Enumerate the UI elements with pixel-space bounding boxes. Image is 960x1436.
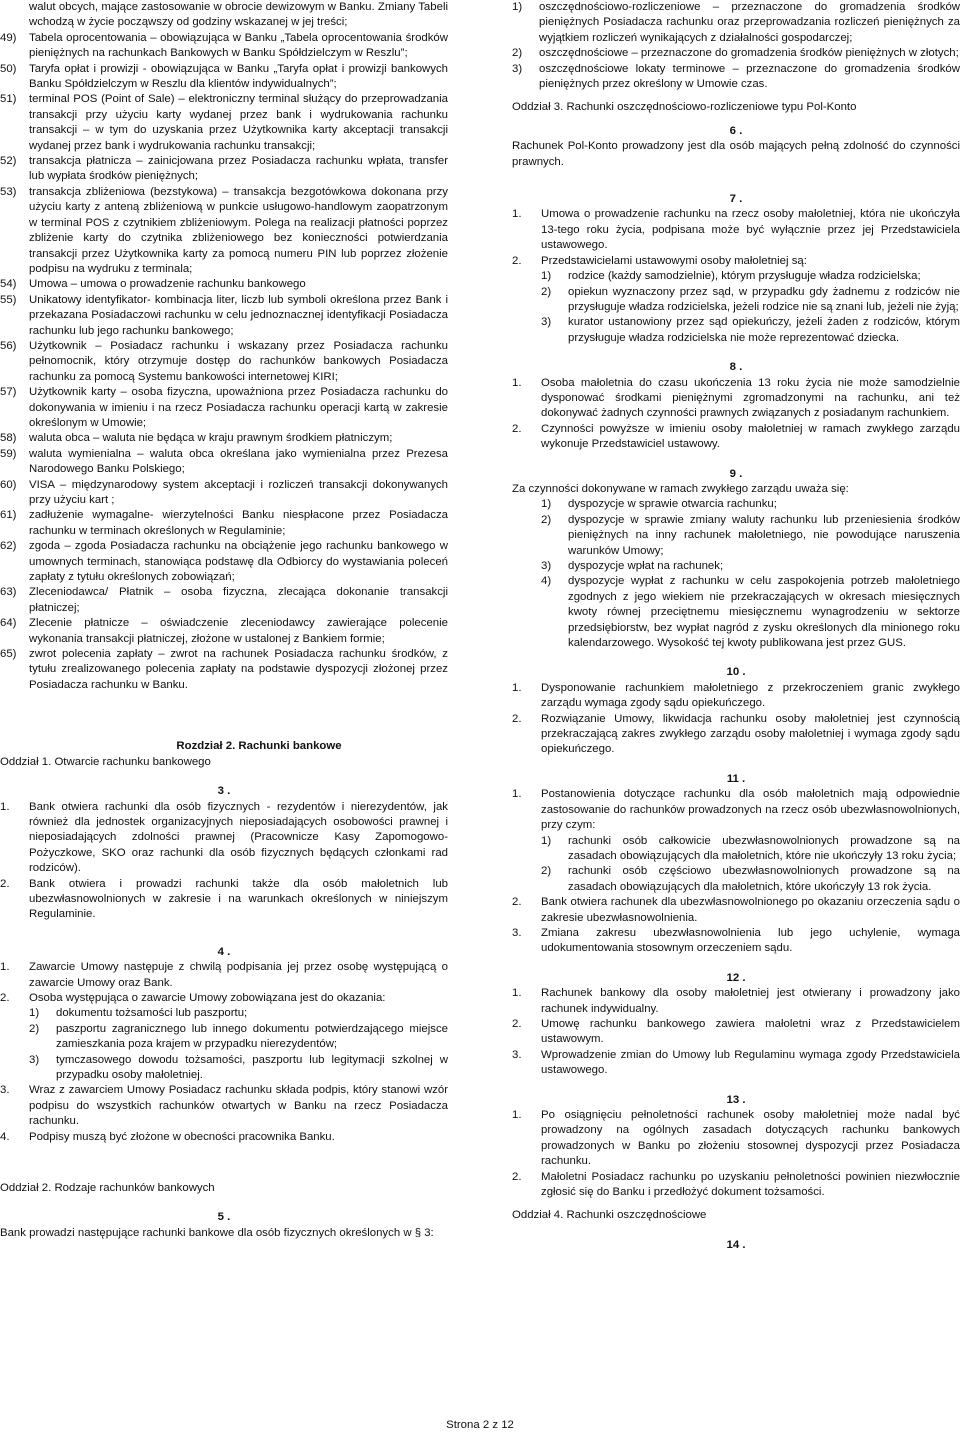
definition-item-text: Użytkownik – Posiadacz rachunku i wskazany przez Posiadacza rachunku pełnomocnik, który otrzymuje dostęp do rachunków bankowych Posiadacza rachunku za pomocą Systemu bankowości internetowej KIRI; — [29, 339, 448, 383]
list-item-number: 1. — [512, 1109, 522, 1121]
list-item-number: 1. — [512, 376, 522, 389]
sub-item — [541, 834, 960, 865]
definition-item — [0, 478, 448, 509]
definition-item-text: terminal POS (Point of Sale) – elektroniczny terminal służący do przeprowadzania transakcji przy użyciu karty wydanej przez bank i wydrukowania rachunku transakcji – w tym do uzyskania przez Użytkownika karty akceptacji transakcji wydanej przez bank i wydrukowania rachunku transakcji; — [29, 93, 448, 152]
list-item-number: 1. — [0, 961, 10, 974]
list-item-number: 1. — [0, 800, 10, 813]
definition-item-text: Umowa – umowa o prowadzenie rachunku bankowego — [29, 278, 306, 291]
list-item — [0, 991, 448, 1006]
sub-item — [29, 1022, 448, 1053]
sub-item-text: paszportu zagranicznego lub innego dokumentu potwierdzającego miejsce zamieszkania poza krajem w przypadku nierezydentów; — [56, 1022, 448, 1051]
sub-item — [29, 1006, 448, 1021]
section-title-4: Oddział 4. Rachunki oszczędnościowe — [512, 1209, 707, 1222]
sub-item-text: dyspozycje wypłat z rachunku w celu zaspokojenia potrzeb małoletniego zgodnych z jego wiekiem nie przekraczających w okresach miesięcznych kwoty równej przeciętnemu miesięcznemu wynagrodzeniu w sektorze przedsiębiorstw, bez wypłat nagród z zysku określonych dla minionego roku kalendarzowego. Wysokość tej kwoty publikowana jest przez GUS. — [568, 575, 960, 650]
list-item-number: 2. — [0, 991, 10, 1004]
paragraph-11-sublist — [512, 834, 960, 896]
definition-item-number: 56) — [0, 339, 17, 352]
list-item — [0, 960, 448, 991]
paragraph-4-continued — [0, 1083, 448, 1145]
list-item-text: Bank otwiera rachunki dla osób fizycznych - rezydentów i nierezydentów, jak również dla jednostek organizacyjnych nieposiadających osobowości prawnej i nieposiadających zdolności prawnej (Pracownicze Kasy Zapomogowo-Pożyczkowe, SKO oraz rachunki dla osób fizycznych będących członkami rad rodziców). — [29, 800, 448, 875]
paragraph-8-number: 8 . — [729, 361, 743, 374]
sub-item-number: 3) — [541, 316, 552, 329]
definition-item — [0, 585, 448, 616]
paragraph-9-text: Za czynności dokonywane w ramach zwykłego zarządu uważa się: — [512, 482, 849, 495]
paragraph-4-number: 4 . — [217, 945, 231, 958]
definitions-list — [0, 31, 448, 693]
paragraph-11 — [512, 787, 960, 833]
list-item-text: Bank otwiera rachunek dla ubezwłasnowolnionego po okazaniu orzeczenia sądu o zakresie ubezwłasnowolnienia. — [541, 896, 960, 924]
list-item-number: 2. — [512, 254, 522, 267]
paragraph-11-number: 11 . — [726, 772, 746, 785]
paragraph-6-number: 6 . — [729, 124, 743, 137]
sub-item — [541, 497, 960, 512]
sub-item-number: 2) — [29, 1022, 40, 1035]
definition-item-number: 50) — [0, 62, 17, 75]
sub-item-text: rodzice (każdy samodzielnie), którym przysługuje władza rodzicielska; — [568, 270, 921, 283]
paragraph-6-text: Rachunek Pol-Konto prowadzony jest dla osób mających pełną zdolność do czynności prawnych. — [512, 140, 960, 168]
sub-item — [541, 269, 960, 284]
definition-item-text: zwrot polecenia zapłaty – zwrot na rachunek Posiadacza rachunku środków, z tytułu zrealizowanego polecenia zapłaty na podstawie dyspozycji złożonej przez Posiadacza rachunku w Banku. — [29, 648, 448, 691]
definition-item — [0, 539, 448, 585]
list-item — [0, 1083, 448, 1129]
sub-item-number: 2) — [541, 865, 552, 878]
definition-item-number: 57) — [0, 386, 17, 399]
paragraph-12 — [512, 986, 960, 1078]
list-item-text: Rozwiązanie Umowy, likwidacja rachunku osoby małoletniej jest czynnością przekraczającą zakres zwykłego zarządu osoby małoletniej i wymaga zgody sądu opiekuńczego. — [541, 712, 960, 756]
list-item-text: Umowę rachunku bankowego zawiera małoletni wraz z Przedstawicielem ustawowym. — [541, 1017, 960, 1046]
definition-item — [0, 92, 448, 154]
definition-item-number: 63) — [0, 586, 17, 599]
paragraph-14-number: 14 . — [726, 1238, 746, 1251]
list-item — [512, 681, 960, 712]
definition-item-text: Tabela oprocentowania – obowiązująca w Banku „Tabela oprocentowania środków pieniężnych na rachunkach Bankowych w Banku Spółdzielczym w Reszlu”; — [29, 31, 448, 60]
definition-item-text: transakcja zbliżeniowa (bezstykowa) – transakcja bezgotówkowa dokonana przy użyciu karty z anteną zbliżeniową w punkcie usługowo-handlowym zaopatrzonym w terminal POS z czytnikiem zbliżeniowym. Polega na realizacji płatności poprzez zbliżenie karty do czytnika zbliżeniowego bez konieczności potwierdzania transakcji przez Użytkownika karty za pomocą numeru PIN lub poprzez złożenie podpisu na wydruku z terminala; — [29, 185, 448, 275]
page-number: Strona 2 z 12 — [446, 1419, 514, 1431]
list-item-text: Zmiana zakresu ubezwłasnowolnienia lub jego uchylenie, wymaga udokumentowania stosownym orzeczeniem sądu. — [541, 926, 960, 955]
paragraph-11-continued — [512, 895, 960, 957]
list-item-number: 3. — [512, 926, 522, 939]
definition-item — [0, 293, 448, 339]
list-item — [512, 895, 960, 926]
definition-item-number: 58) — [0, 432, 17, 445]
definition-item-number: 54) — [0, 278, 17, 291]
sub-item-text: rachunki osób całkowicie ubezwłasnowolnionych prowadzone są na zasadach obowiązujących dla małoletnich, które nie ukończyły 13 roku życia; — [568, 834, 960, 862]
definition-item-number: 60) — [0, 478, 17, 491]
chapter-title: Rozdział 2. Rachunki bankowe — [176, 740, 342, 753]
list-item-number: 4. — [0, 1130, 10, 1143]
list-item-number: 1. — [512, 681, 522, 694]
paragraph-7 — [512, 207, 960, 269]
intro-continuation: walut obcych, mające zastosowanie w obrocie dewizowym w Banku. Zmiany Tabeli wchodzą w życie począwszy od godziny wskazanej w jej treści; — [29, 1, 448, 29]
paragraph-3 — [0, 800, 448, 923]
right-column — [512, 0, 960, 1253]
sub-item-text: rachunki osób częściowo ubezwłasnowolnionych prowadzone są na zasadach obowiązujących dla małoletnich, które ukończyły 13 rok życia. — [568, 865, 960, 893]
list-item-number: 1. — [512, 788, 522, 801]
paragraph-9-sublist — [512, 497, 960, 651]
account-type-item-number: 2) — [512, 47, 523, 60]
list-item-text: Przedstawicielami ustawowymi osoby małoletniej są: — [541, 254, 807, 267]
sub-item-number: 2) — [541, 513, 552, 526]
list-item-number: 1. — [512, 208, 522, 221]
account-type-item-number: 1) — [512, 1, 523, 13]
list-item — [0, 877, 448, 923]
definition-item-text: zadłużenie wymagalne- wierzytelności Banku niespłacone przez Posiadacza rachunku w terminach określonych w Regulaminie; — [29, 509, 448, 537]
paragraph-8 — [512, 376, 960, 453]
sub-item-number: 3) — [541, 560, 552, 572]
sub-item-text: dyspozycje wpłat na rachunek; — [568, 560, 724, 572]
list-item — [512, 1017, 960, 1048]
definition-item — [0, 339, 448, 385]
paragraph-7-number: 7 . — [729, 193, 743, 206]
list-item-text: Małoletni Posiadacz rachunku po uzyskaniu pełnoletności powinien niezwłocznie zgłosić się do Banku i przedłożyć dokument tożsamości. — [541, 1170, 960, 1199]
paragraph-9-number: 9 . — [729, 467, 743, 480]
definition-item-text: transakcja płatnicza – zainicjowana przez Posiadacza rachunku wpłata, transfer lub wypłata środków pieniężnych; — [29, 155, 448, 183]
definition-item — [0, 62, 448, 93]
sub-item — [541, 315, 960, 346]
list-item — [512, 1170, 960, 1201]
definition-item-number: 52) — [0, 155, 17, 168]
section-title-1: Oddział 1. Otwarcie rachunku bankowego — [0, 755, 211, 768]
account-type-item-text: oszczędnościowe lokaty terminowe – przeznaczone do gromadzenia środków pieniężnych przez określony w Umowie czas. — [539, 62, 960, 91]
sub-item — [541, 513, 960, 559]
definition-item-text: Unikatowy identyfikator- kombinacja liter, liczb lub symboli określona przez Bank i przekazana Posiadaczowi rachunku w celu jednoznacznej identyfikacji Posiadacza rachunku lub jego rachunku bankowego; — [29, 293, 448, 337]
list-item-text: Czynności powyższe w imieniu osoby małoletniej w ramach zwykłego zarządu wykonuje Przedstawiciel ustawowy. — [541, 422, 960, 451]
list-item-text: Zawarcie Umowy następuje z chwilą podpisania jej przez osobę występującą o zawarcie Umowy oraz Bank. — [29, 961, 448, 989]
definition-item-text: Użytkownik karty – osoba fizyczna, upoważniona przez Posiadacza rachunku do dokonywania w imieniu i na rzecz Posiadacza rachunku operacji kartą w zakresie określonym w Umowie; — [29, 386, 448, 429]
paragraph-5-number: 5 . — [217, 1211, 231, 1224]
sub-item-number: 4) — [541, 575, 552, 588]
paragraph-10-number: 10 . — [726, 666, 746, 679]
sub-item — [541, 559, 960, 574]
sub-item-text: dyspozycje w sprawie zmiany waluty rachunku lub przeniesienia środków pieniężnych na inny rachunek małoletniego, nie powodujące naruszenia warunków Umowy; — [568, 513, 960, 557]
sub-item-number: 1) — [29, 1007, 40, 1020]
paragraph-10 — [512, 681, 960, 758]
list-item — [512, 254, 960, 269]
definition-item-text: waluta obca – waluta nie będąca w kraju prawnym środkiem płatniczym; — [29, 432, 393, 445]
definition-item-number: 55) — [0, 293, 17, 306]
sub-item — [29, 1053, 448, 1084]
definition-item — [0, 508, 448, 539]
definition-item-text: zgoda – zgoda Posiadacza rachunku na obciążenie jego rachunku bankowego w umownych terminach, stanowiąca podstawę dla Odbiorcy do wystawiania poleceń zapłaty z tytułu określonych zobowiązań; — [29, 540, 448, 584]
definition-item — [0, 277, 448, 292]
list-item-number: 3. — [512, 1048, 522, 1061]
sub-item-text: opiekun wyznaczony przez sąd, w przypadku gdy żadnemu z rodziców nie przysługuje władza rodzicielska, jeżeli rodzice nie są znani lub, jeżeli nie żyją; — [568, 285, 960, 313]
account-type-item-text: oszczędnościowe – przeznaczone do gromadzenia środków pieniężnych w złotych; — [539, 47, 959, 60]
definition-item-number: 61) — [0, 509, 17, 522]
list-item-number: 1. — [512, 987, 522, 1000]
definition-item — [0, 385, 448, 431]
sub-item-text: dokumentu tożsamości lub paszportu; — [56, 1007, 248, 1020]
paragraph-4-sublist — [0, 1006, 448, 1083]
list-item-number: 2. — [0, 877, 10, 890]
sub-item-number: 1) — [541, 834, 552, 847]
paragraph-3-number: 3 . — [217, 785, 231, 798]
sub-item — [541, 864, 960, 895]
list-item-number: 2. — [512, 1170, 522, 1183]
list-item — [512, 376, 960, 422]
definition-item — [0, 616, 448, 647]
definition-item-number: 53) — [0, 185, 17, 198]
list-item-text: Wraz z zawarciem Umowy Posiadacz rachunku składa podpis, który stanowi wzór podpisu do wszystkich rachunków otwartych w Banku na rzecz Posiadacza rachunku. — [29, 1084, 448, 1128]
section-title-3: Oddział 3. Rachunki oszczędnościowo-rozliczeniowe typu Pol-Konto — [512, 101, 857, 114]
list-item — [512, 712, 960, 758]
list-item-number: 2. — [512, 896, 522, 909]
list-item-text: Wprowadzenie zmian do Umowy lub Regulaminu wymaga zgody Przedstawiciela ustawowego. — [541, 1048, 960, 1077]
list-item-text: Bank otwiera i prowadzi rachunki także dla osób małoletnich lub ubezwłasnowolnionych w zakresie i na warunkach określonych w niniejszym Regulaminie. — [29, 877, 448, 921]
definition-item-number: 49) — [0, 31, 17, 44]
sub-item-number: 1) — [541, 498, 552, 511]
definition-item — [0, 447, 448, 478]
paragraph-12-number: 12 . — [726, 971, 746, 984]
definition-item-number: 51) — [0, 93, 17, 106]
list-item-number: 2. — [512, 1017, 522, 1030]
list-item — [512, 787, 960, 833]
sub-item-number: 2) — [541, 285, 552, 298]
definition-item — [0, 185, 448, 277]
definition-item-number: 59) — [0, 447, 17, 460]
list-item-text: Rachunek bankowy dla osoby małoletniej jest otwierany i prowadzony jako rachunek indywidualny. — [541, 987, 960, 1015]
definition-item-text: waluta wymienialna – waluta obca określana jako wymienialna przez Prezesa Narodowego Banku Polskiego; — [29, 447, 448, 476]
sub-item-number: 1) — [541, 270, 552, 283]
list-item-text: Postanowienia dotyczące rachunku dla osób małoletnich mają odpowiednie zastosowanie do rachunków prowadzonych na rzecz osób ubezwłasnowolnionych, przy czym: — [541, 788, 960, 832]
section-title-2: Oddział 2. Rodzaje rachunków bankowych — [0, 1182, 215, 1195]
list-item — [512, 1108, 960, 1170]
definition-item-text: VISA – międzynarodowy system akceptacji i rozliczeń transakcji dokonywanych przy użyciu kart ; — [29, 478, 448, 506]
paragraph-13 — [512, 1108, 960, 1200]
definition-item — [0, 31, 448, 62]
list-item — [512, 1048, 960, 1079]
definition-item-text: Taryfa opłat i prowizji - obowiązująca w Banku „Taryfa opłat i prowizji bankowych Banku Spółdzielczym w Reszlu dla klientów indywidualnych”; — [29, 62, 448, 91]
list-item — [0, 800, 448, 877]
definition-item — [0, 154, 448, 185]
sub-item-text: tymczasowego dowodu tożsamości, paszportu lub legitymacji szkolnej w przypadku osoby małoletniej. — [56, 1053, 448, 1081]
list-item-text: Osoba małoletnia do czasu ukończenia 13 roku życia nie może samodzielnie dysponować środkami pieniężnymi zgromadzonymi na rachunku, ani też dokonywać żadnych czynności prawnych związanych z posiadanym rachunkiem. — [541, 376, 960, 420]
sub-item-text: dyspozycje w sprawie otwarcia rachunku; — [568, 498, 777, 511]
account-type-item — [512, 46, 960, 61]
list-item — [512, 207, 960, 253]
definition-item-number: 65) — [0, 648, 17, 661]
list-item — [512, 986, 960, 1017]
account-type-item-text: oszczędnościowo-rozliczeniowe – przeznaczone do gromadzenia środków pieniężnych Posiadacza rachunku oraz przeprowadzania rozliczeń pieniężnych za wyjątkiem rozliczeń wynikających z działalności gospodarczej; — [539, 1, 960, 44]
sub-item — [541, 574, 960, 651]
paragraph-13-number: 13 . — [726, 1093, 746, 1106]
list-item-number: 2. — [512, 422, 522, 435]
list-item — [512, 422, 960, 453]
sub-item — [541, 285, 960, 316]
definition-item — [0, 647, 448, 693]
definition-item-text: Zlecenie płatnicze – oświadczenie zleceniodawcy zawierające polecenie wykonania transakcji płatniczej, złożone w ustalonej z Bankiem formie; — [29, 617, 448, 645]
list-item — [512, 926, 960, 957]
sub-item-number: 3) — [29, 1053, 40, 1066]
definition-item-text: Zleceniodawca/ Płatnik – osoba fizyczna, zlecająca dokonanie transakcji płatniczej; — [29, 586, 448, 614]
account-types-list — [512, 0, 960, 92]
definition-item-number: 64) — [0, 617, 17, 630]
sub-item-text: kurator ustanowiony przez sąd opiekuńczy, jeżeli żaden z rodziców, którym przysługuje władza rodzicielska nie może reprezentować dziecka. — [568, 316, 960, 344]
paragraph-5-text: Bank prowadzi następujące rachunki bankowe dla osób fizycznych określonych w § 3: — [0, 1226, 434, 1239]
list-item-number: 3. — [0, 1084, 10, 1097]
list-item-text: Po osiągnięciu pełnoletności rachunek osoby małoletniej może nadal być prowadzony na ogólnych zasadach dotyczących rachunku bankowych prowadzonych w Banku po złożeniu stosownej dyspozycji przez Posiadacza rachunku. — [541, 1109, 960, 1168]
definition-item-number: 62) — [0, 540, 17, 553]
left-column — [0, 0, 448, 1241]
list-item-text: Umowa o prowadzenie rachunku na rzecz osoby małoletniej, która nie ukończyła 13-tego roku życia, podpisana może być wyłącznie przez jej Przedstawiciela ustawowego. — [541, 208, 960, 252]
account-type-item — [512, 0, 960, 46]
paragraph-4 — [0, 960, 448, 1006]
list-item-text: Osoba występująca o zawarcie Umowy zobowiązana jest do okazania: — [29, 991, 386, 1004]
account-type-item — [512, 62, 960, 93]
list-item — [0, 1130, 448, 1145]
list-item-text: Dysponowanie rachunkiem małoletniego z przekroczeniem granic zwykłego zarządu wymaga zgody sądu opiekuńczego. — [541, 681, 960, 710]
definition-item — [0, 431, 448, 446]
list-item-text: Podpisy muszą być złożone w obecności pracownika Banku. — [29, 1130, 335, 1143]
list-item-number: 2. — [512, 712, 522, 725]
account-type-item-number: 3) — [512, 62, 523, 75]
paragraph-7-sublist — [512, 269, 960, 346]
